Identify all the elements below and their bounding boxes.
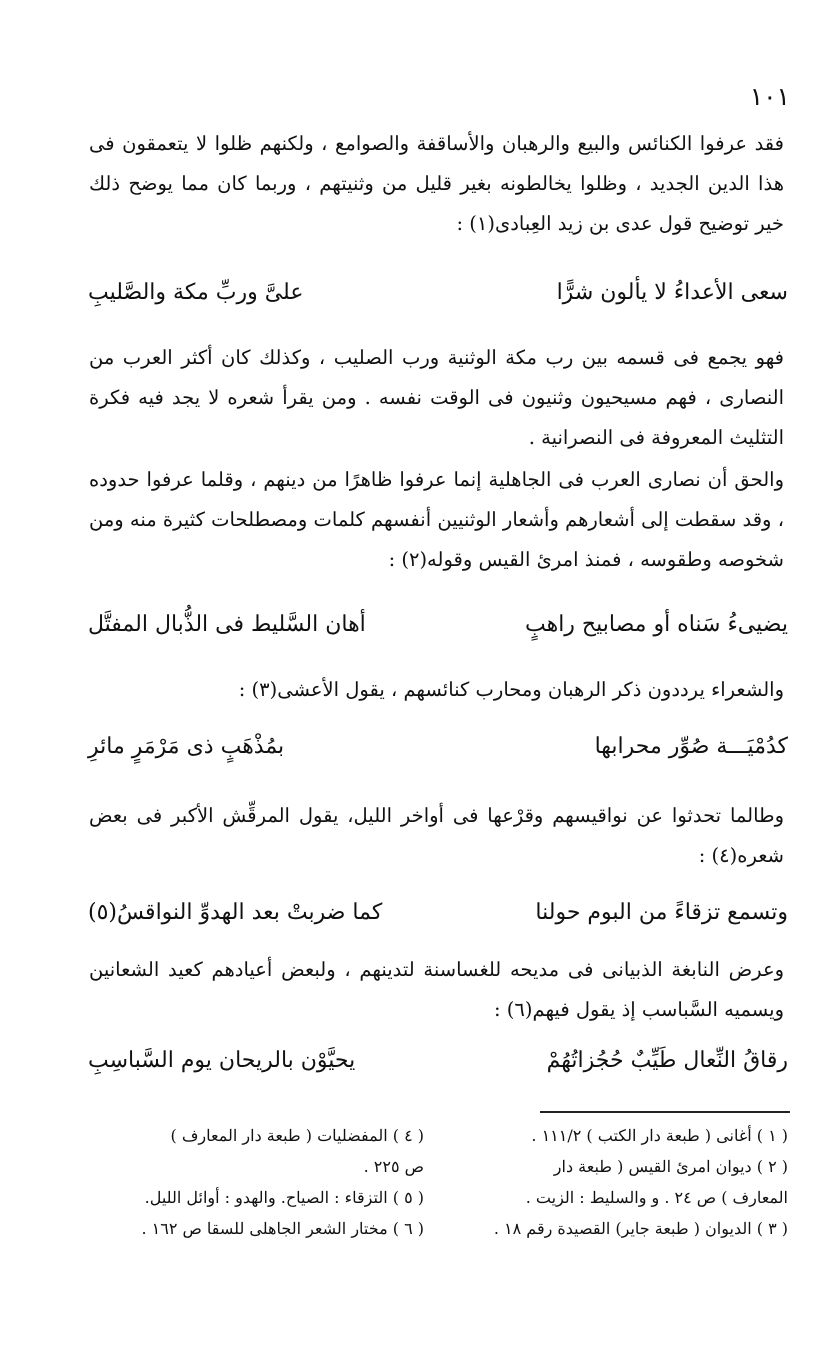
paragraph-6: وعرض النابغة الذبيانى فى مديحه للغساسنة لتدينهم ، ولبعض أعيادهم كعيد الشعانين ويسميه السَّباسب إذ يقول فيهم(٦) : xyxy=(89,958,784,1021)
verse-5-first-hemistich: رقاقُ النِّعال طَيِّبٌ حُجُزاتُهُمْ xyxy=(546,1048,788,1073)
verse-1-first-hemistich: سعى الأعداءُ لا يألون شرًّا xyxy=(556,280,788,305)
verse-2-second-hemistich: أهان السَّليط فى الذُّبال المفتَّل xyxy=(88,612,366,637)
footnote-3: ( ٣ ) الديوان ( طبعة جاير) القصيدة رقم ١٨ . xyxy=(493,1219,788,1238)
verse-2-first-hemistich: يضيىءُ سَناه أو مصابيح راهبٍ xyxy=(524,612,788,637)
footnote-4-continued: ص ٢٢٥ . xyxy=(363,1157,424,1176)
verse-3-first-hemistich: كدُمْيَـــة صُوِّر محرابها xyxy=(594,734,788,759)
footnote-1: ( ١ ) أغانى ( طبعة دار الكتب ) ١١١/٢ . xyxy=(531,1126,788,1145)
footnote-4: ( ٤ ) المفضليات ( طبعة دار المعارف ) xyxy=(170,1126,424,1145)
paragraph-5: وطالما تحدثوا عن نواقيسهم وقرْعها فى أواخر الليل، يقول المرقِّش الأكبر فى بعض شعره(٤) : xyxy=(89,804,784,867)
paragraph-3: والحق أن نصارى العرب فى الجاهلية إنما عرفوا ظاهرًا من دينهم ، وقلما عرفوا حدوده ، وقد سقطت إلى أشعارهم وأشعار الوثنيين أنفسهم كلمات ومصطلحات كثيرة منه ومن شخوصه وطقوسه ، فمنذ امرئ القيس وقوله(٢) : xyxy=(89,468,784,571)
verse-5-second-hemistich: يحيَّوْن بالريحان يوم السَّباسِبِ xyxy=(88,1048,356,1073)
paragraph-2: فهو يجمع فى قسمه بين رب مكة الوثنية ورب الصليب ، وكذلك كان أكثر العرب من النصارى ، فهم مسيحيون وثنيون فى الوقت نفسه . ومن يقرأ شعره لا يجد فيه فكرة التثليث المعروفة فى النصرانية . xyxy=(89,346,784,449)
verse-5 xyxy=(88,1048,788,1073)
page-number: ١٠١ xyxy=(749,82,790,111)
verse-4-first-hemistich: وتسمع تزقاءً من البوم حولنا xyxy=(535,900,788,925)
verse-1 xyxy=(88,280,788,305)
verse-2 xyxy=(88,612,788,637)
footnotes-left-column xyxy=(114,1120,424,1244)
verse-1-second-hemistich: علىَّ وربِّ مكة والصَّليبِ xyxy=(88,280,304,305)
paragraph-1: فقد عرفوا الكنائس والبيع والرهبان والأساقفة والصوامع ، ولكنهم ظلوا لا يتعمقون فى هذا الدين الجديد ، وظلوا يخالطونه بغير قليل من وثنيتهم ، وربما كان مما يوضح ذلك خير توضيح قول عدى بن زيد العِبادى(١) : xyxy=(89,132,784,235)
footnotes-right-column xyxy=(448,1120,788,1244)
paragraph-4: والشعراء يرددون ذكر الرهبان ومحارب كنائسهم ، يقول الأعشى(٣) : xyxy=(238,678,784,701)
verse-4-second-hemistich: كما ضربتْ بعد الهدوِّ النواقسُ(٥) xyxy=(88,900,383,925)
verse-4 xyxy=(88,900,788,925)
verse-3 xyxy=(88,734,788,759)
footnote-separator xyxy=(540,1111,790,1113)
footnote-6: ( ٦ ) مختار الشعر الجاهلى للسقا ص ١٦٢ . xyxy=(141,1219,424,1238)
footnote-2-continued: المعارف ) ص ٢٤ . و والسليط : الزيت . xyxy=(525,1188,788,1207)
verse-3-second-hemistich: بمُذْهَبٍ ذى مَرْمَرٍ مائرِ xyxy=(88,734,285,759)
footnote-5: ( ٥ ) التزقاء : الصياح. والهدو : أوائل الليل. xyxy=(144,1188,424,1207)
footnote-2: ( ٢ ) ديوان امرئ القيس ( طبعة دار xyxy=(553,1157,788,1176)
